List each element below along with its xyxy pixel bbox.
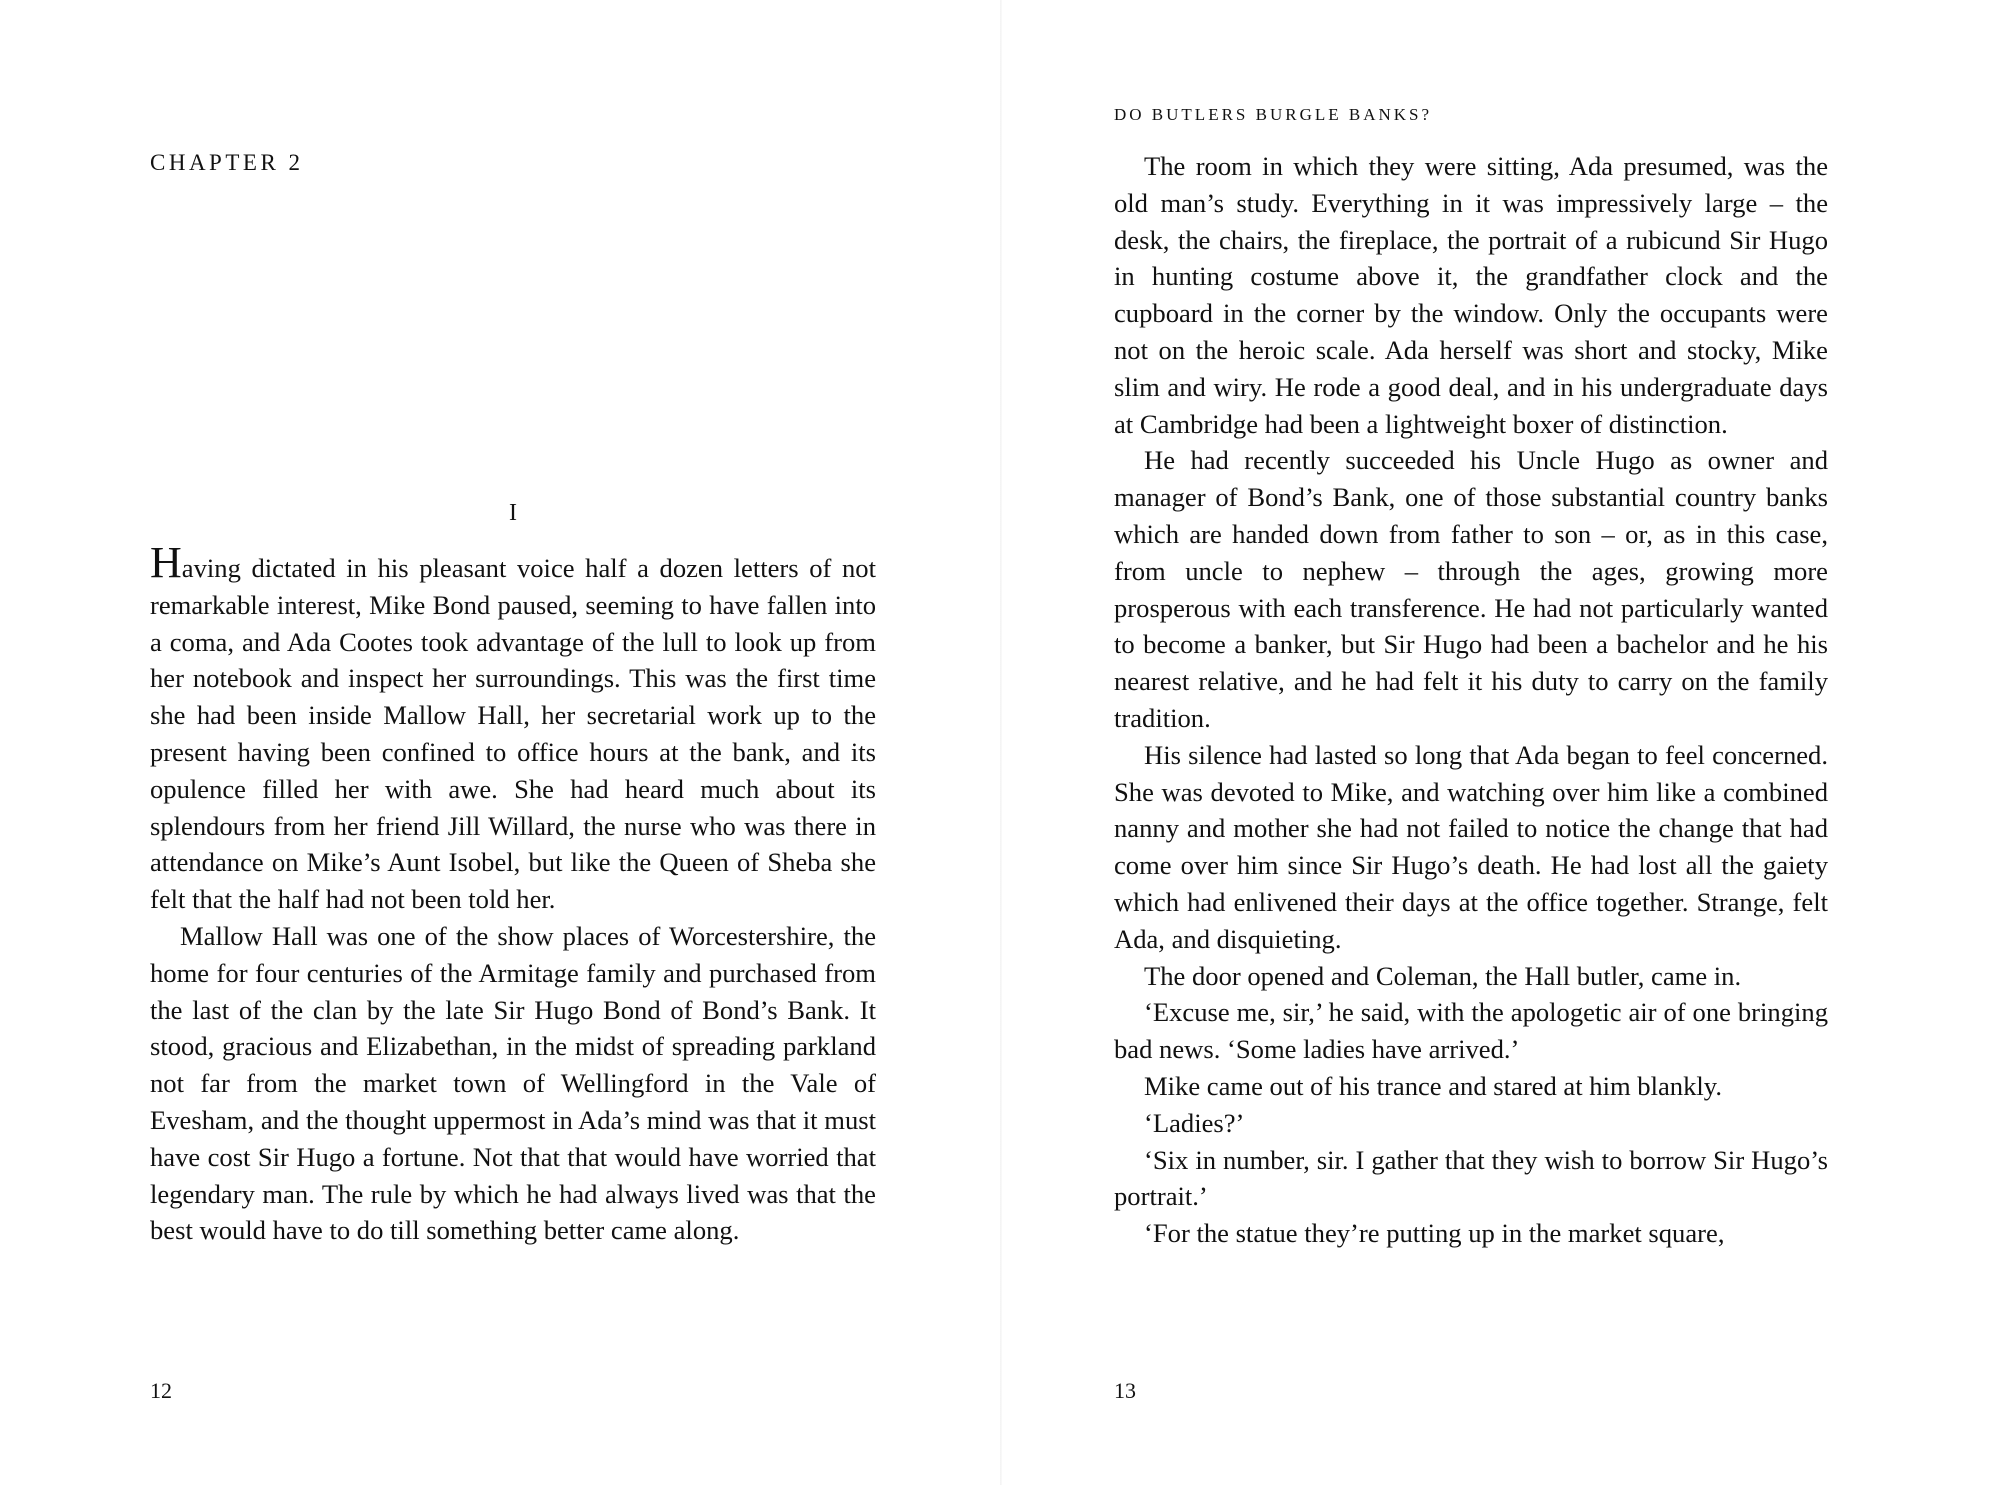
paragraph: Mallow Hall was one of the show places of Worcestershire, the home for four centuries of the Armitage family and purchased from the last of the clan by the late Sir Hugo Bond of Bond’s Bank. It stood, gracious and Elizabethan, in the midst of spreading parkland not far from the market town of Wellingford in the Vale of Evesham, and the thought uppermost in Ada’s mind was that it must have cost Sir Hugo a fortune. Not that that would have worried that legendary man. The rule by which he had always lived was that the best would have to do till something better came along. bbox=[150, 920, 876, 1246]
paragraph: His silence had lasted so long that Ada began to feel concerned. She was devoted to Mike, and watching over him like a combined nanny and mother she had not failed to notice the change that had come over him since Sir Hugo’s death. He had lost all the gaiety which had enlivened their days at the office together. Strange, felt Ada, and disquieting. bbox=[1114, 739, 1828, 954]
paragraph: ‘Six in number, sir. I gather that they wish to borrow Sir Hugo’s portrait.’ bbox=[1114, 1144, 1828, 1212]
paragraph: ‘Excuse me, sir,’ he said, with the apologetic air of one bringing bad news. ‘Some ladies have arrived.’ bbox=[1114, 997, 1828, 1065]
paragraph: The room in which they were sitting, Ada presumed, was the old man’s study. Everything in it was impressively large – the desk, the chairs, the fireplace, the portrait of a rubicund Sir Hugo in hunting costume above it, the grandfather clock and the cupboard in the corner by the window. Only the occupants were not on the heroic scale. Ada herself was short and stocky, Mike slim and wiry. He rode a good deal, and in his undergraduate days at Cambridge had been a lightweight boxer of distinction. bbox=[1114, 151, 1828, 439]
section-number: I bbox=[509, 500, 517, 526]
running-head: DO BUTLERS BURGLE BANKS? bbox=[1114, 105, 1433, 124]
left-body-text bbox=[150, 538, 876, 1249]
paragraph: ‘Ladies?’ bbox=[1144, 1107, 1245, 1138]
paragraph bbox=[150, 538, 876, 918]
right-page bbox=[1002, 0, 2000, 1485]
paragraph: Mike came out of his trance and stared at him blankly. bbox=[1144, 1070, 1722, 1101]
paragraph: He had recently succeeded his Uncle Hugo as owner and manager of Bond’s Bank, one of those substantial country banks which are handed down from father to son – or, as in this case, from uncle to nephew – through the ages, growing more prosperous with each transference. He had not particularly wanted to become a banker, but Sir Hugo had been a bachelor and he his nearest relative, and he had felt it his duty to carry on the family tradition. bbox=[1114, 445, 1828, 733]
paragraph-text: aving dictated in his pleasant voice half a dozen letters of not remarkable interest, Mike Bond paused, seeming to have fallen into a coma, and Ada Cootes took advantage of the lull to look up from her notebook and inspect her surroundings. This was the first time she had been inside Mallow Hall, her secretarial work up to the present having been confined to office hours at the bank, and its opulence filled her with awe. She had heard much about its splendours from her friend Jill Willard, the nurse who was there in attendance on Mike’s Aunt Isobel, but like the Queen of Sheba she felt that the half had not been told her. bbox=[150, 553, 876, 915]
paragraph: The door opened and Coleman, the Hall butler, came in. bbox=[1144, 960, 1742, 991]
paragraph: ‘For the statue they’re putting up in the market square, bbox=[1144, 1218, 1725, 1249]
drop-cap: H bbox=[150, 538, 182, 587]
page-number: 12 bbox=[150, 1378, 172, 1403]
chapter-heading: CHAPTER 2 bbox=[150, 150, 304, 175]
right-body-text bbox=[1114, 148, 1828, 1252]
page-number: 13 bbox=[1114, 1378, 1136, 1403]
